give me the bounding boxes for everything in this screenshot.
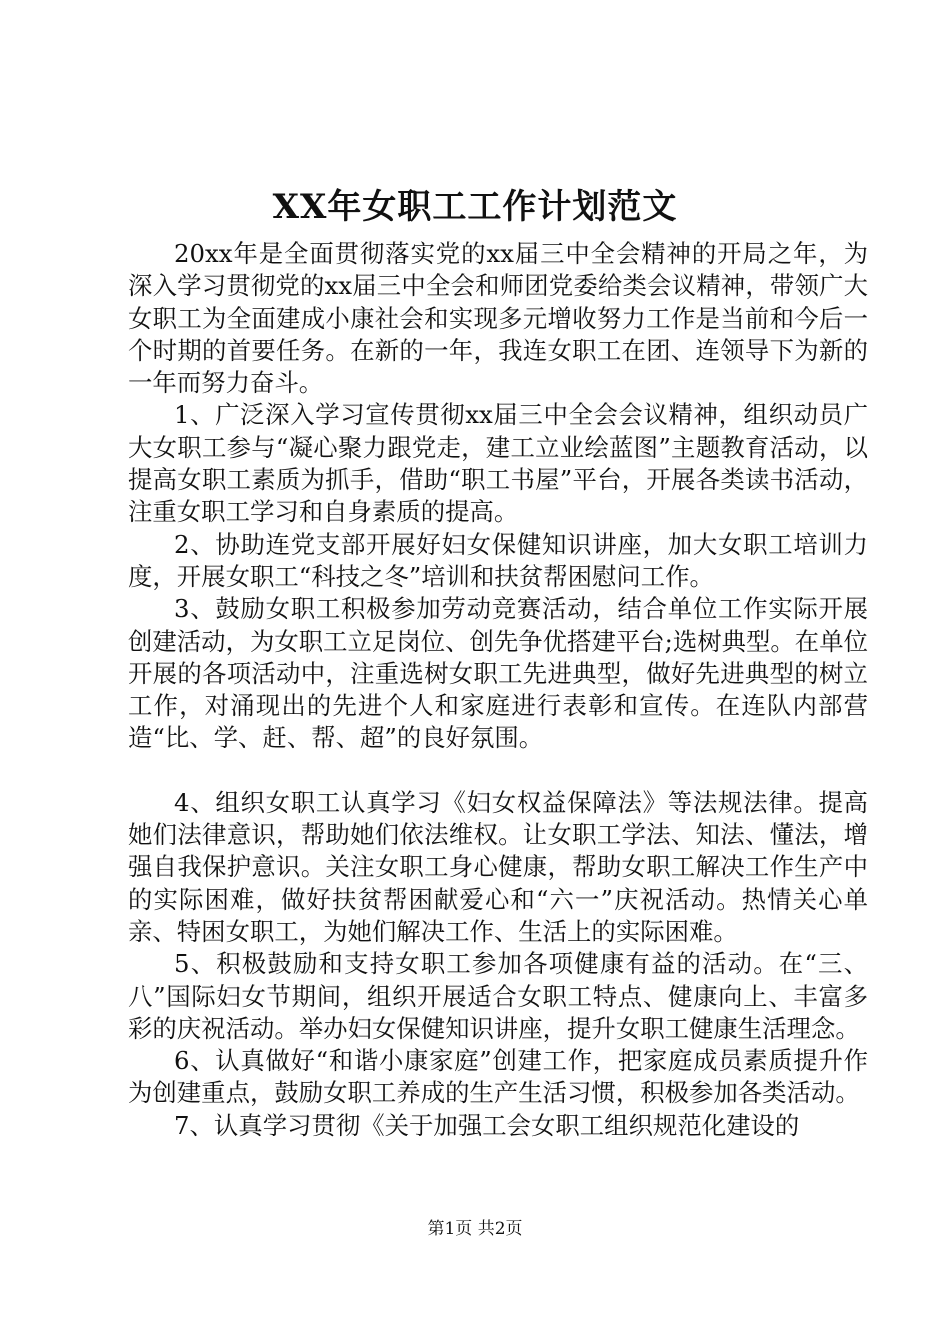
paragraph-item-6: 6、认真做好“和谐小康家庭”创建工作，把家庭成员素质提升作为创建重点，鼓励女职工养成的生产生活习惯，积极参加各类活动。 (128, 1046, 868, 1108)
page-footer: 第1页 共2页 (427, 1219, 523, 1239)
paragraph-item-5: 5、积极鼓励和支持女职工参加各项健康有益的活动。在“三、八”国际妇女节期间，组织开展适合女职工特点、健康向上、丰富多彩的庆祝活动。举办妇女保健知识讲座，提升女职工健康生活理念。 (128, 949, 868, 1043)
paragraph-item-4: 4、组织女职工认真学习《妇女权益保障法》等法规法律。提高她们法律意识，帮助她们依法维权。让女职工学法、知法、懂法，增强自我保护意识。关注女职工身心健康，帮助女职工解决工作生产中的实际困难，做好扶贫帮困献爱心和“六一”庆祝活动。热情关心单亲、特困女职工，为她们解决工作、生活上的实际困难。 (128, 787, 868, 946)
paragraph-item-7: 7、认真学习贯彻《关于加强工会女职工组织规范化建设的 (174, 1110, 800, 1140)
paragraph-item-3: 3、鼓励女职工积极参加劳动竞赛活动，结合单位工作实际开展创建活动，为女职工立足岗位、创先争优搭建平台;选树典型。在单位开展的各项活动中，注重选树女职工先进典型，做好先进典型的树立工作，对涌现出的先进个人和家庭进行表彰和宣传。在连队内部营造“比、学、赶、帮、超”的良好氛围。 (128, 594, 868, 753)
document-body (128, 238, 868, 1142)
paragraph-item-2: 2、协助连党支部开展好妇女保健知识讲座，加大女职工培训力度，开展女职工“科技之冬”培训和扶贫帮困慰问工作。 (128, 529, 868, 591)
paragraph-intro: 20xx年是全面贯彻落实党的xx届三中全会精神的开局之年，为深入学习贯彻党的xx届三中全会和师团党委给类会议精神，带领广大女职工为全面建成小康社会和实现多元增收努力工作是当前和今后一个时期的首要任务。在新的一年，我连女职工在团、连领导下为新的一年而努力奋斗。 (128, 239, 868, 398)
document-title: XX年女职工工作计划范文 (272, 187, 678, 227)
paragraph-item-1: 1、广泛深入学习宣传贯彻xx届三中全会会议精神，组织动员广大女职工参与“凝心聚力跟党走，建工立业绘蓝图”主题教育活动，以提高女职工素质为抓手，借助“职工书屋”平台，开展各类读书活动，注重女职工学习和自身素质的提高。 (128, 400, 868, 527)
